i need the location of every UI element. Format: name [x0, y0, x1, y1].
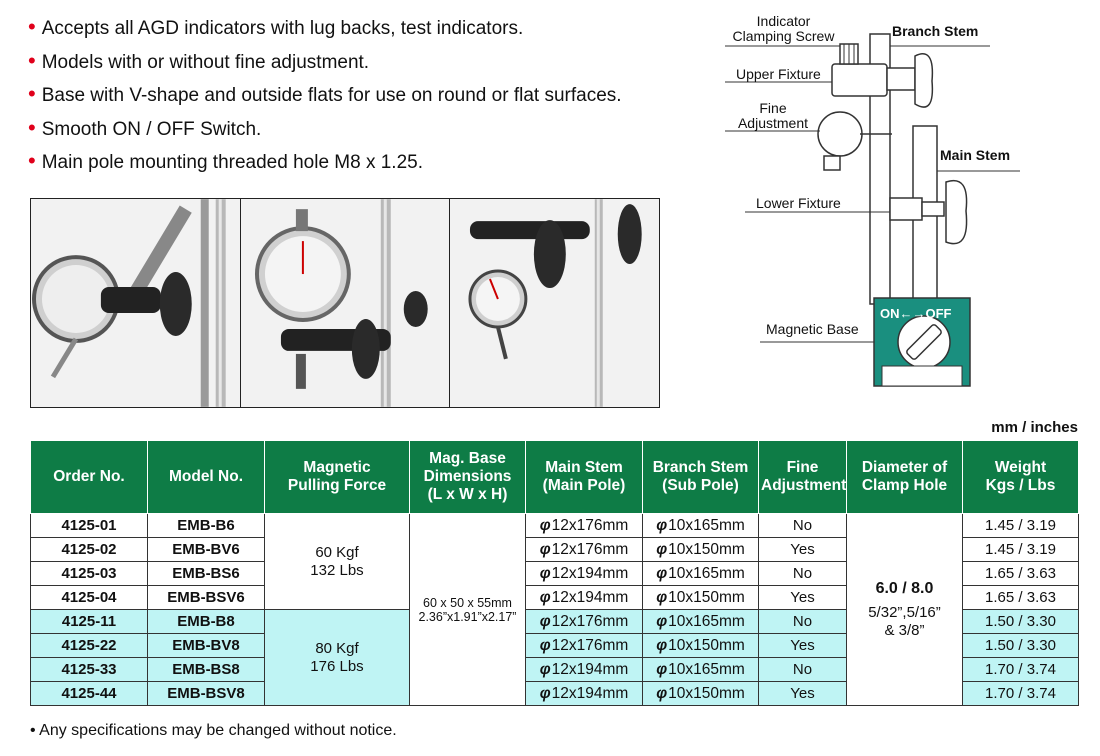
main-stem-size — [526, 610, 643, 634]
test-indicator-photo — [450, 199, 659, 407]
fine-adjustment: No — [759, 610, 847, 634]
main-stem-size — [526, 682, 643, 706]
main-stem-size — [526, 586, 643, 610]
fine-adjustment: No — [759, 562, 847, 586]
branch-stem-size — [643, 682, 759, 706]
base-dimensions: 60 x 50 x 55mm 2.36”x1.91”x2.17” — [410, 514, 526, 706]
model-no: EMB-BV8 — [148, 634, 265, 658]
branch-stem-value: 10x165mm — [668, 660, 745, 678]
branch-stem-value: 10x165mm — [668, 516, 745, 534]
branch-stem-value: 10x165mm — [668, 564, 745, 582]
label-upper-fixture: Upper Fixture — [736, 66, 821, 82]
header-pulling-force: Magnetic Pulling Force — [265, 441, 410, 514]
label-magnetic-base: Magnetic Base — [766, 321, 859, 337]
label-branch-stem: Branch Stem — [892, 23, 979, 39]
header-base-dimensions: Mag. Base Dimensions (L x W x H) — [410, 441, 526, 514]
branch-stem-value: 10x150mm — [668, 588, 745, 606]
branch-stem-size — [643, 562, 759, 586]
branch-stem-size — [643, 610, 759, 634]
model-no: EMB-BS8 — [148, 658, 265, 682]
feature-item: • Models with or without fine adjustment. — [28, 44, 622, 78]
header-weight: Weight Kgs / Lbs — [963, 441, 1079, 514]
model-no: EMB-BS6 — [148, 562, 265, 586]
header-model-no: Model No. — [148, 441, 265, 514]
pulling-force-group-1: 60 Kgf 132 Lbs — [265, 514, 410, 610]
clamp-hole-metric: 6.0 / 8.0 — [875, 579, 934, 597]
model-no: EMB-B8 — [148, 610, 265, 634]
main-stem-value: 12x176mm — [551, 636, 629, 654]
diameter-symbol: φ — [539, 516, 551, 534]
branch-stem-size — [643, 658, 759, 682]
pulling-force-group-2: 80 Kgf 176 Lbs — [265, 610, 410, 706]
feature-list — [28, 10, 622, 178]
diameter-symbol: φ — [656, 636, 668, 654]
photo-dial-indicator-front — [241, 199, 451, 407]
branch-stem-value: 10x150mm — [668, 540, 745, 558]
label-on-off-switch: ON←→OFF — [880, 306, 952, 321]
feature-item: • Base with V-shape and outside flats for use on round or flat surfaces. — [28, 77, 622, 111]
fine-adjustment: Yes — [759, 634, 847, 658]
model-no: EMB-BSV8 — [148, 682, 265, 706]
dial-indicator-front-photo — [241, 199, 450, 407]
label-main-stem: Main Stem — [940, 147, 1011, 163]
weight: 1.65 / 3.63 — [963, 562, 1079, 586]
branch-stem-size — [643, 586, 759, 610]
dial-indicator-holder-photo — [31, 199, 240, 407]
model-no: EMB-BV6 — [148, 538, 265, 562]
fine-adjustment: Yes — [759, 586, 847, 610]
weight: 1.65 / 3.63 — [963, 586, 1079, 610]
header-main-stem: Main Stem (Main Pole) — [526, 441, 643, 514]
label-indicator-clamping-screw: Indicator Clamping Screw — [732, 13, 835, 44]
model-no: EMB-B6 — [148, 514, 265, 538]
branch-stem-size — [643, 538, 759, 562]
branch-stem-size — [643, 634, 759, 658]
header-fine-adjustment: Fine Adjustment — [759, 441, 847, 514]
fine-adjustment: No — [759, 514, 847, 538]
photo-test-indicator — [450, 199, 659, 407]
weight: 1.45 / 3.19 — [963, 514, 1079, 538]
main-stem-value: 12x176mm — [551, 612, 629, 630]
main-stem-value: 12x194mm — [551, 684, 629, 702]
units-label: mm / inches — [991, 419, 1078, 436]
main-stem-size — [526, 538, 643, 562]
header-clamp-hole: Diameter of Clamp Hole — [847, 441, 963, 514]
photo-dial-indicator-side — [31, 199, 241, 407]
diameter-symbol: φ — [656, 684, 668, 702]
weight: 1.50 / 3.30 — [963, 610, 1079, 634]
branch-stem-value: 10x150mm — [668, 636, 745, 654]
feature-item: • Main pole mounting threaded hole M8 x 1.25. — [28, 144, 622, 178]
main-stem-value: 12x194mm — [551, 564, 629, 582]
main-stem-size — [526, 514, 643, 538]
main-stem-value: 12x194mm — [551, 660, 629, 678]
order-no: 4125-02 — [31, 538, 148, 562]
label-lower-fixture: Lower Fixture — [756, 195, 841, 211]
order-no: 4125-11 — [31, 610, 148, 634]
disclaimer-note: • Any specifications may be changed without notice. — [30, 722, 397, 739]
clamp-hole-inch: 5/32”,5/16” & 3/8” — [868, 603, 941, 639]
product-photo-strip — [30, 198, 660, 408]
stand-diagram — [720, 6, 1090, 396]
order-no: 4125-03 — [31, 562, 148, 586]
order-no: 4125-33 — [31, 658, 148, 682]
diameter-symbol: φ — [539, 636, 551, 654]
diameter-symbol: φ — [539, 588, 551, 606]
order-no: 4125-01 — [31, 514, 148, 538]
spec-table — [30, 440, 1079, 706]
table-row — [31, 514, 1079, 538]
fine-adjustment: Yes — [759, 682, 847, 706]
diameter-symbol: φ — [656, 588, 668, 606]
branch-stem-value: 10x165mm — [668, 612, 745, 630]
feature-item: • Accepts all AGD indicators with lug backs, test indicators. — [28, 10, 622, 44]
branch-stem-size — [643, 514, 759, 538]
diameter-symbol: φ — [539, 540, 551, 558]
main-stem-size — [526, 562, 643, 586]
header-order-no: Order No. — [31, 441, 148, 514]
weight: 1.50 / 3.30 — [963, 634, 1079, 658]
weight: 1.45 / 3.19 — [963, 538, 1079, 562]
diameter-symbol: φ — [539, 660, 551, 678]
weight: 1.70 / 3.74 — [963, 682, 1079, 706]
order-no: 4125-04 — [31, 586, 148, 610]
diameter-symbol: φ — [539, 564, 551, 582]
diameter-symbol: φ — [539, 612, 551, 630]
diameter-symbol: φ — [656, 516, 668, 534]
diameter-symbol: φ — [656, 540, 668, 558]
header-branch-stem: Branch Stem (Sub Pole) — [643, 441, 759, 514]
table-header-row — [31, 441, 1079, 514]
main-stem-size — [526, 634, 643, 658]
diameter-symbol: φ — [656, 660, 668, 678]
fine-adjustment: Yes — [759, 538, 847, 562]
main-stem-size — [526, 658, 643, 682]
main-stem-value: 12x176mm — [551, 540, 629, 558]
weight: 1.70 / 3.74 — [963, 658, 1079, 682]
diameter-symbol: φ — [539, 684, 551, 702]
branch-stem-value: 10x150mm — [668, 684, 745, 702]
diameter-symbol: φ — [656, 564, 668, 582]
clamp-hole-diameter — [847, 514, 963, 706]
order-no: 4125-22 — [31, 634, 148, 658]
main-stem-value: 12x176mm — [551, 516, 629, 534]
feature-item: • Smooth ON / OFF Switch. — [28, 111, 622, 145]
label-fine-adjustment: Fine Adjustment — [737, 100, 809, 131]
diameter-symbol: φ — [656, 612, 668, 630]
fine-adjustment: No — [759, 658, 847, 682]
main-stem-value: 12x194mm — [551, 588, 629, 606]
model-no: EMB-BSV6 — [148, 586, 265, 610]
order-no: 4125-44 — [31, 682, 148, 706]
